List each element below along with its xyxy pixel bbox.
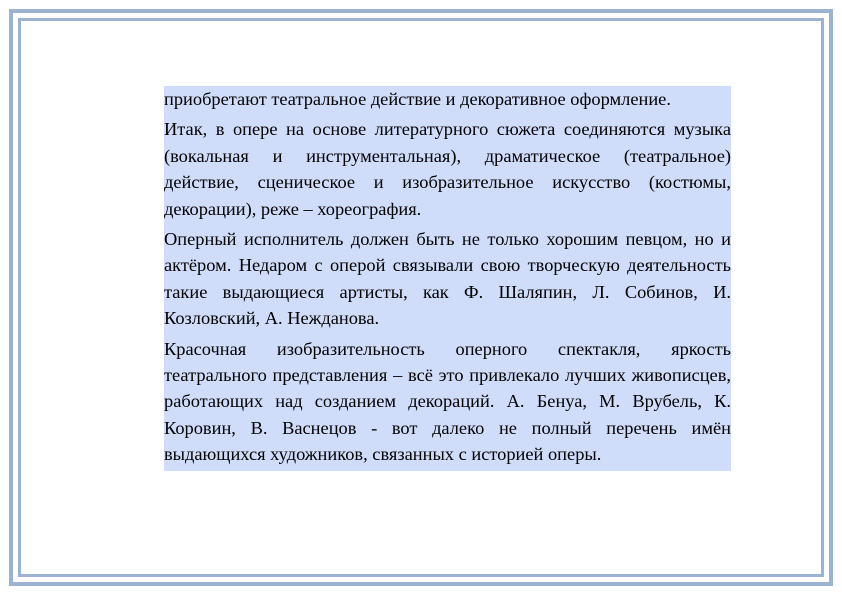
paragraph-4: Красочная изобразительность оперного спектакля, яркость театрального представления – всё это привлекало лучших живописцев, работающих над созданием декораций. А. Бенуа, М. Врубель, К. Коровин, В. Васнецов - вот далеко не полный перечень имён выдающихся художников, связанных с историей оперы. (164, 338, 731, 465)
text-block (164, 86, 731, 471)
paragraph-3: Оперный исполнитель должен быть не только хорошим певцом, но и актёром. Недаром с оперой связывали свою творческую деятельность такие выдающиеся артисты, как Ф. Шаляпин, Л. Собинов, И. Козловский, А. Нежданова. (164, 229, 731, 329)
paragraph-1: приобретают театральное действие и декоративное оформление. (164, 89, 671, 109)
paragraph-2: Итак, в опере на основе литературного сюжета соединяются музыка (вокальная и инструментальная), драматическое (театральное) действие, сценическое и изобразительное искусство (костюмы, декорации), реже – хореография. (164, 119, 731, 219)
